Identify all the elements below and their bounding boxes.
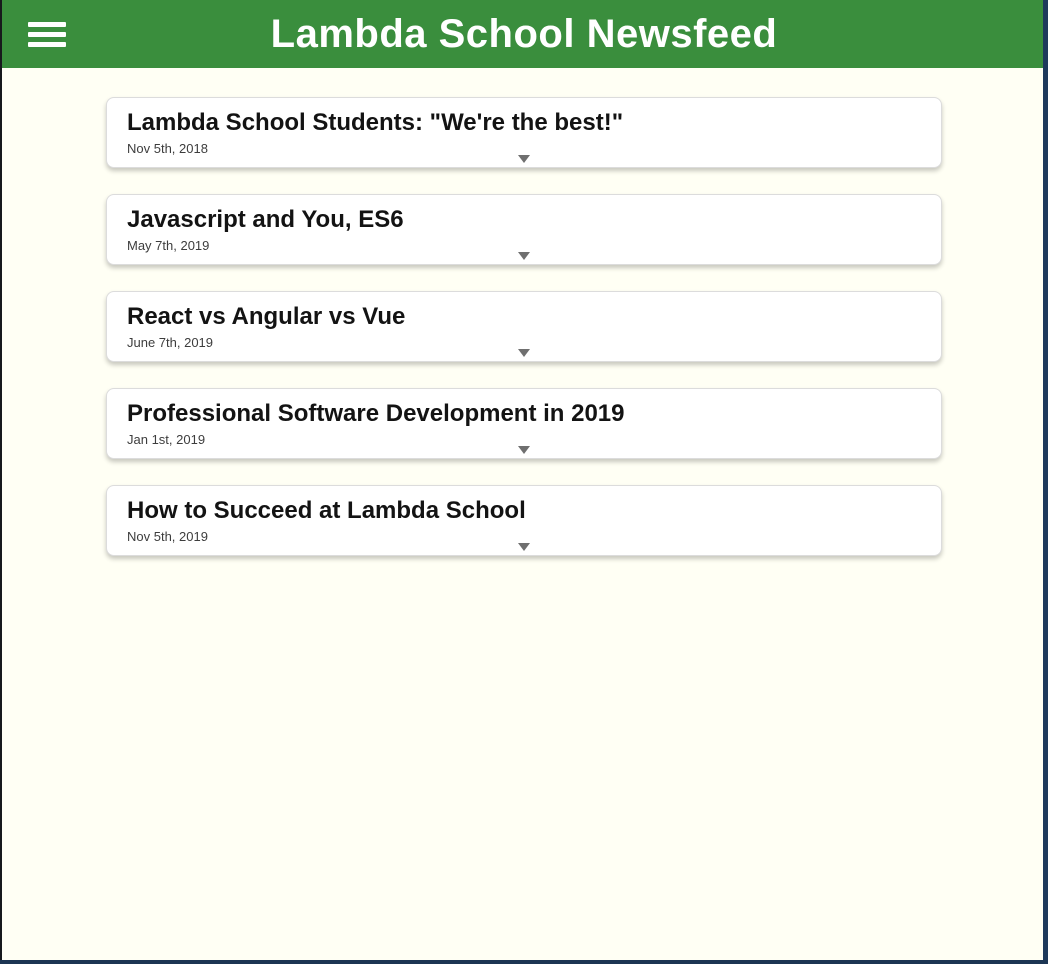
news-feed — [106, 68, 942, 556]
article-date: May 7th, 2019 — [127, 238, 210, 253]
article-date: Jan 1st, 2019 — [127, 432, 206, 447]
article-card[interactable] — [106, 485, 942, 556]
article-card[interactable] — [106, 388, 942, 459]
triangle-down-icon[interactable] — [518, 252, 530, 260]
article-card[interactable] — [106, 291, 942, 362]
article-title: How to Succeed at Lambda School — [127, 497, 526, 524]
article-date: Nov 5th, 2018 — [127, 141, 208, 156]
window-edge-bottom — [0, 960, 1048, 964]
window-edge-right — [1043, 0, 1048, 964]
article-title: Lambda School Students: "We're the best!" — [127, 109, 624, 136]
triangle-down-icon[interactable] — [518, 349, 530, 357]
article-card[interactable] — [106, 194, 942, 265]
article-card[interactable] — [106, 97, 942, 168]
window-edge-left — [0, 0, 2, 964]
hamburger-icon — [28, 32, 66, 37]
page-title: Lambda School Newsfeed — [270, 12, 778, 56]
article-title: Javascript and You, ES6 — [127, 206, 404, 233]
hamburger-icon — [28, 42, 66, 47]
hamburger-menu-button[interactable] — [28, 22, 66, 47]
triangle-down-icon[interactable] — [518, 155, 530, 163]
article-title: React vs Angular vs Vue — [127, 303, 406, 330]
article-title: Professional Software Development in 2019 — [127, 400, 625, 427]
article-date: June 7th, 2019 — [127, 335, 214, 350]
triangle-down-icon[interactable] — [518, 446, 530, 454]
hamburger-icon — [28, 22, 66, 27]
article-date: Nov 5th, 2019 — [127, 529, 208, 544]
app-header — [0, 0, 1048, 68]
triangle-down-icon[interactable] — [518, 543, 530, 551]
